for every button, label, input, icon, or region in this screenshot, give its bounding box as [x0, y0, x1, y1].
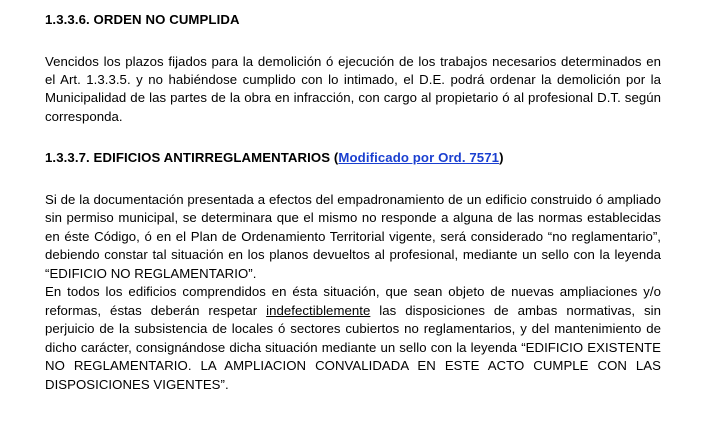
paragraph-2-lead: En todos los edificios comprendidos en ésta situación, que sean objeto de nuevas ampliaciones y/o reformas, éstas deberán respetar	[45, 284, 661, 318]
section-heading-1337-suffix: )	[499, 150, 504, 166]
spacer	[45, 126, 661, 150]
section-heading-1336: 1.3.3.6. ORDEN NO CUMPLIDA	[45, 12, 240, 27]
section-1336-paragraph-1: Vencidos los plazos fijados para la demolición ó ejecución de los trabajos necesarios determinados en el Art. 1.3.3.5. y no habiéndose cumplido con lo intimado, el D.E. podrá ordenar la demolición por la Municipalidad de las partes de la obra en infracción, con cargo al propietario ó al profesional D.T. según corresponda.	[45, 53, 661, 124]
spacer	[45, 29, 661, 53]
spacer	[45, 167, 661, 191]
emphasis-indefectiblemente: indefectiblemente	[266, 302, 371, 318]
ordinance-link-7571[interactable]: Modificado por Ord. 7571	[338, 150, 500, 166]
section-1337-paragraph-2	[45, 283, 661, 394]
section-heading-1337-prefix: 1.3.3.7. EDIFICIOS ANTIRREGLAMENTARIOS (	[45, 150, 339, 166]
paragraph-2-tail: las disposiciones de ambas normativas, sin perjuicio de la subsistencia de locales ó sectores cubiertos no reglamentarios, y del mantenimiento de dicho carácter, consignándose dicha situación mediante un sello con la leyenda “EDIFICIO EXISTENTE NO REGLAMENTARIO. LA AMPLIACION CONVALIDADA EN ESTE ACTO CUMPLE CON LAS DISPOSICIONES VIGENTES”.	[45, 302, 661, 392]
section-heading-1337	[45, 150, 661, 167]
section-1337-paragraph-1: Si de la documentación presentada a efectos del empadronamiento de un edificio construido ó ampliado sin permiso municipal, se determinara que el mismo no responde a alguna de las normas establecidas en éste Código, ó en el Plan de Ordenamiento Territorial vigente, será considerado “no reglamentario”, debiendo constar tal situación en los planos devueltos al profesional, mediante un sello con la leyenda “EDIFICIO NO REGLAMENTARIO”.	[45, 191, 661, 281]
